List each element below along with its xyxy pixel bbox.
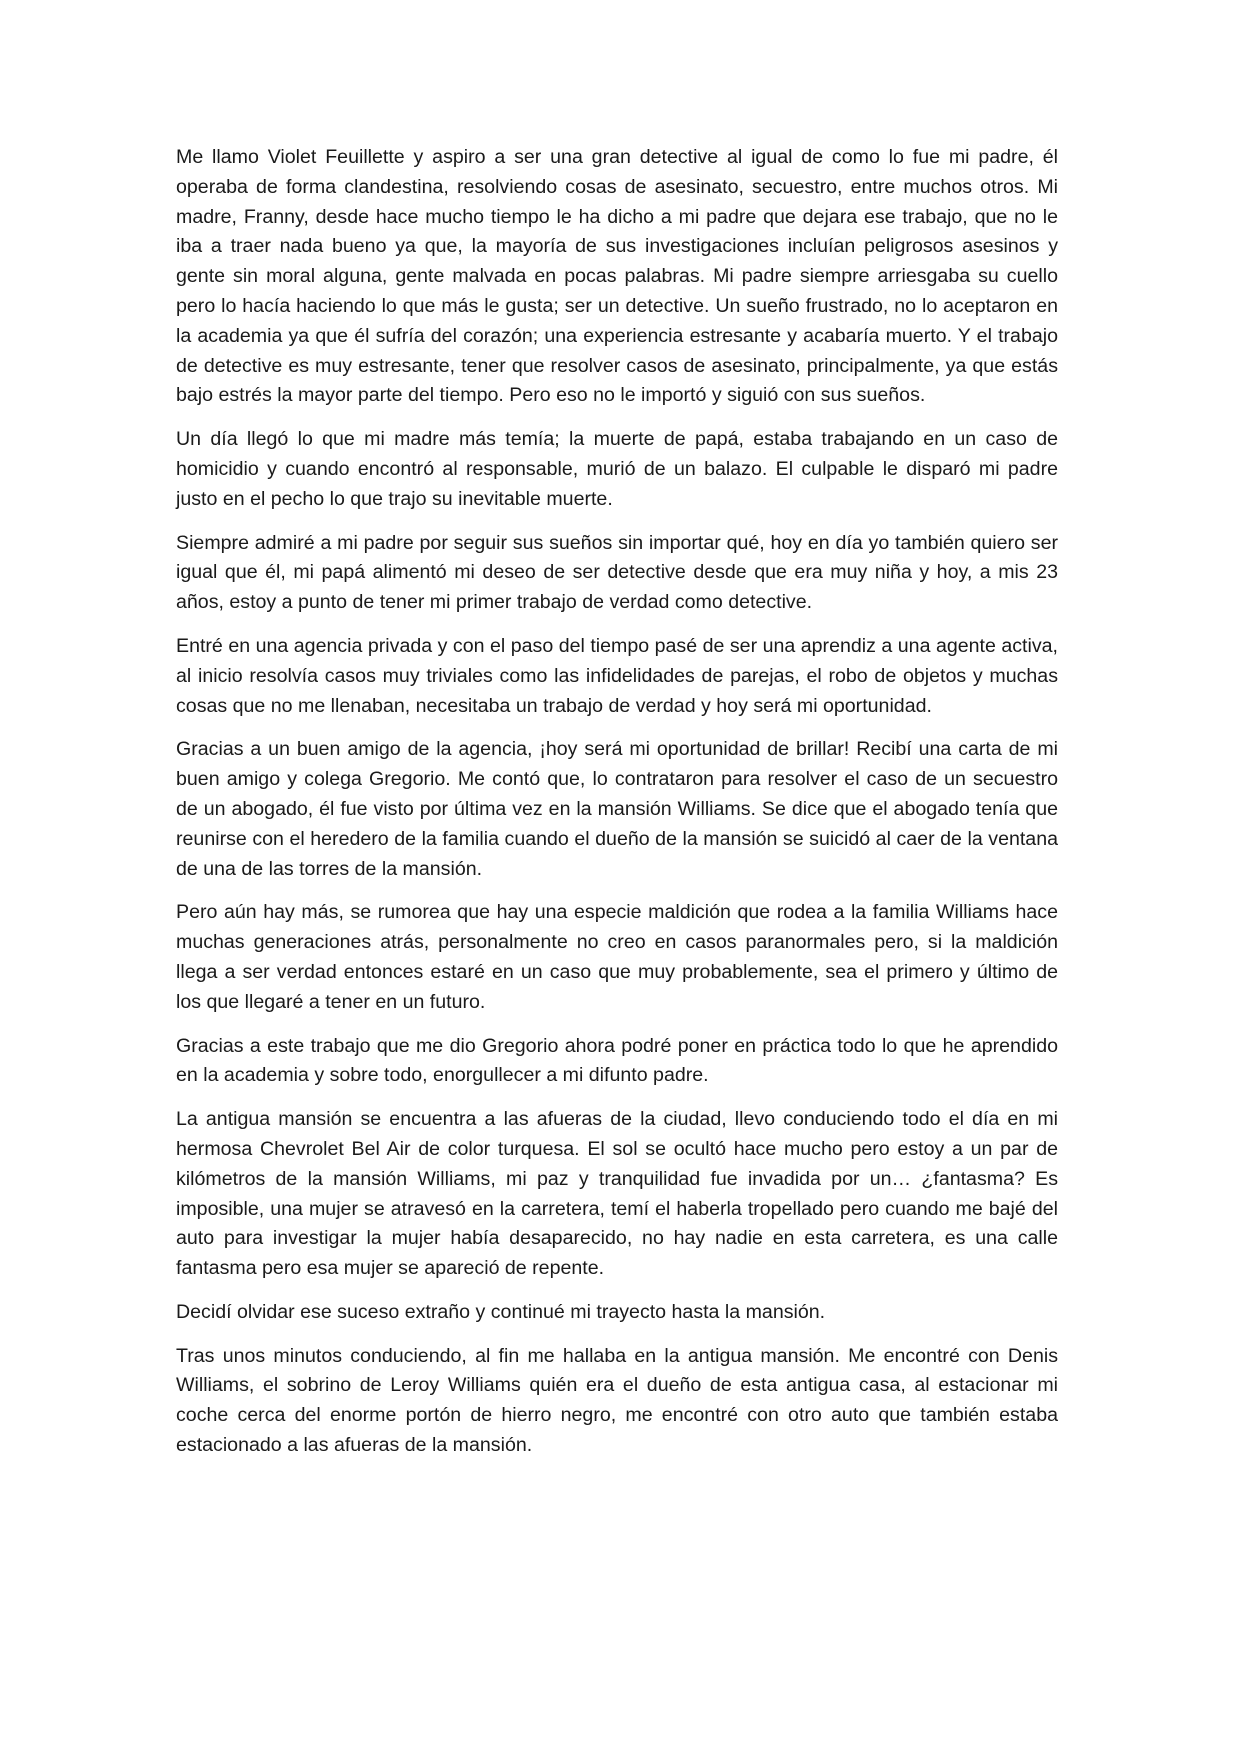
paragraph-8: La antigua mansión se encuentra a las afueras de la ciudad, llevo conduciendo todo el día en mi hermosa Chevrolet Bel Air de color turquesa. El sol se ocultó hace mucho pero estoy a un par de kilómetros de la mansión Williams, mi paz y tranquilidad fue invadida por un… ¿fantasma? Es imposible, una mujer se atravesó en la carretera, temí el haberla tropellado pero cuando me bajé del auto para investigar la mujer había desaparecido, no hay nadie en esta carretera, es una calle fantasma pero esa mujer se apareció de repente. [176,1108,1058,1280]
paragraph-2: Un día llegó lo que mi madre más temía; la muerte de papá, estaba trabajando en un caso de homicidio y cuando encontró al responsable, murió de un balazo. El culpable le disparó mi padre justo en el pecho lo que trajo su inevitable muerte. [176,428,1058,510]
paragraph-1: Me llamo Violet Feuillette y aspiro a ser una gran detective al igual de como lo fue mi padre, él operaba de forma clandestina, resolviendo cosas de asesinato, secuestro, entre muchos otros. Mi madre, Franny, desde hace mucho tiempo le ha dicho a mi padre que dejara ese trabajo, que no le iba a traer nada bueno ya que, la mayoría de sus investigaciones incluían peligrosos asesinos y gente sin moral alguna, gente malvada en pocas palabras. Mi padre siempre arriesgaba su cuello pero lo hacía haciendo lo que más le gusta; ser un detective. Un sueño frustrado, no lo aceptaron en la academia ya que él sufría del corazón; una experiencia estresante y acabaría muerto. Y el trabajo de detective es muy estresante, tener que resolver casos de asesinato, principalmente, ya que estás bajo estrés la mayor parte del tiempo. Pero eso no le importó y siguió con sus sueños. [176,146,1058,407]
document-body [176,143,1058,1475]
paragraph-4: Entré en una agencia privada y con el paso del tiempo pasé de ser una aprendiz a una agente activa, al inicio resolvía casos muy triviales como las infidelidades de parejas, el robo de objetos y muchas cosas que no me llenaban, necesitaba un trabajo de verdad y hoy será mi oportunidad. [176,634,1058,717]
paragraph-9: Decidí olvidar ese suceso extraño y continué mi trayecto hasta la mansión. [176,1300,826,1323]
paragraph-6: Pero aún hay más, se rumorea que hay una especie maldición que rodea a la familia Williams hace muchas generaciones atrás, personalmente no creo en casos paranormales pero, si la maldición llega a ser verdad entonces estaré en un caso que muy probablemente, sea el primero y último de los que llegaré a tener en un futuro. [176,901,1058,1013]
paragraph-3: Siempre admiré a mi padre por seguir sus sueños sin importar qué, hoy en día yo también quiero ser igual que él, mi papá alimentó mi deseo de ser detective desde que era muy niña y hoy, a mis 23 años, estoy a punto de tener mi primer trabajo de verdad como detective. [176,531,1058,614]
paragraph-5: Gracias a un buen amigo de la agencia, ¡hoy será mi oportunidad de brillar! Recibí una carta de mi buen amigo y colega Gregorio. Me contó que, lo contrataron para resolver el caso de un secuestro de un abogado, él fue visto por última vez en la mansión Williams. Se dice que el abogado tenía que reunirse con el heredero de la familia cuando el dueño de la mansión se suicidó al caer de la ventana de una de las torres de la mansión. [176,738,1058,880]
paragraph-7: Gracias a este trabajo que me dio Gregorio ahora podré poner en práctica todo lo que he aprendido en la academia y sobre todo, enorgullecer a mi difunto padre. [176,1034,1058,1087]
paragraph-10: Tras unos minutos conduciendo, al fin me hallaba en la antigua mansión. Me encontré con Denis Williams, el sobrino de Leroy Williams quién era el dueño de esta antigua casa, al estacionar mi coche cerca del enorme portón de hierro negro, me encontré con otro auto que también estaba estacionado a las afueras de la mansión. [176,1344,1058,1457]
